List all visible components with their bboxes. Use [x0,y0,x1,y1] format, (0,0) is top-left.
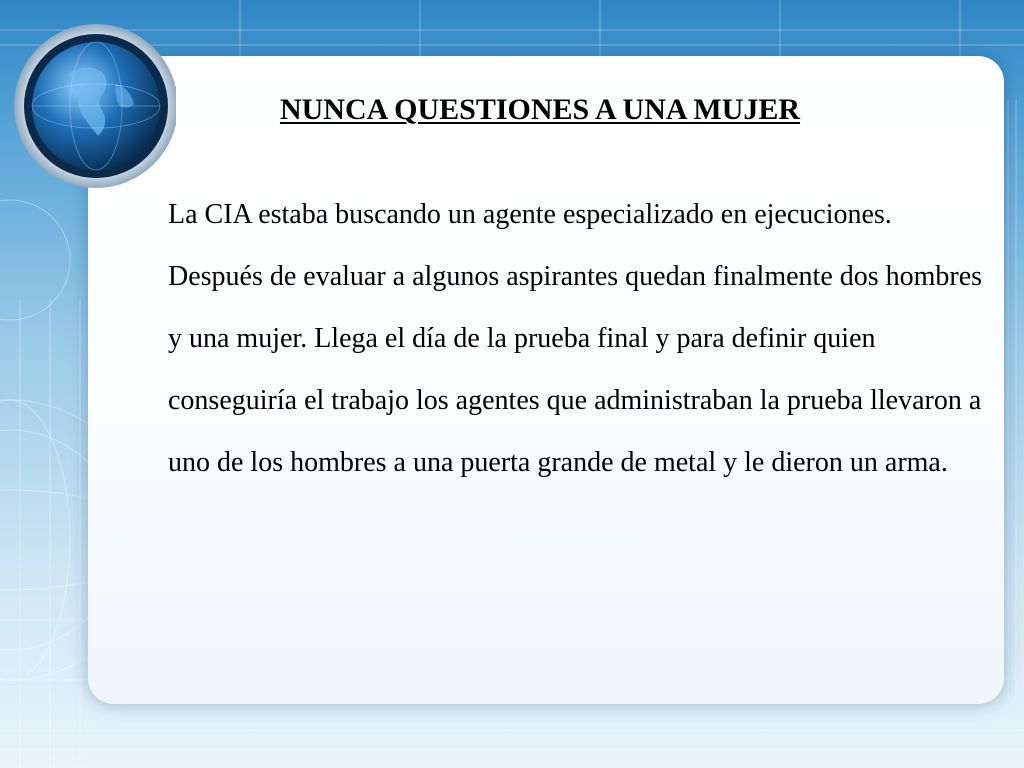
paragraph-2: Después de evaluar a algunos aspirantes quedan finalmente dos hombres y una mujer. Llega el día de la prueba final y para definir quien conseguiría el trabajo los agentes que administraban la prueba llevaron a uno de los hombres a una puerta grande de metal y le dieron un arma. [168,261,983,478]
slide-title: NUNCA QUESTIONES A UNA MUJER [279,93,801,126]
paragraph-1: La CIA estaba buscando un agente especializado en ejecuciones. [168,199,892,230]
slide-body [168,184,988,494]
globe-icon [6,14,176,194]
